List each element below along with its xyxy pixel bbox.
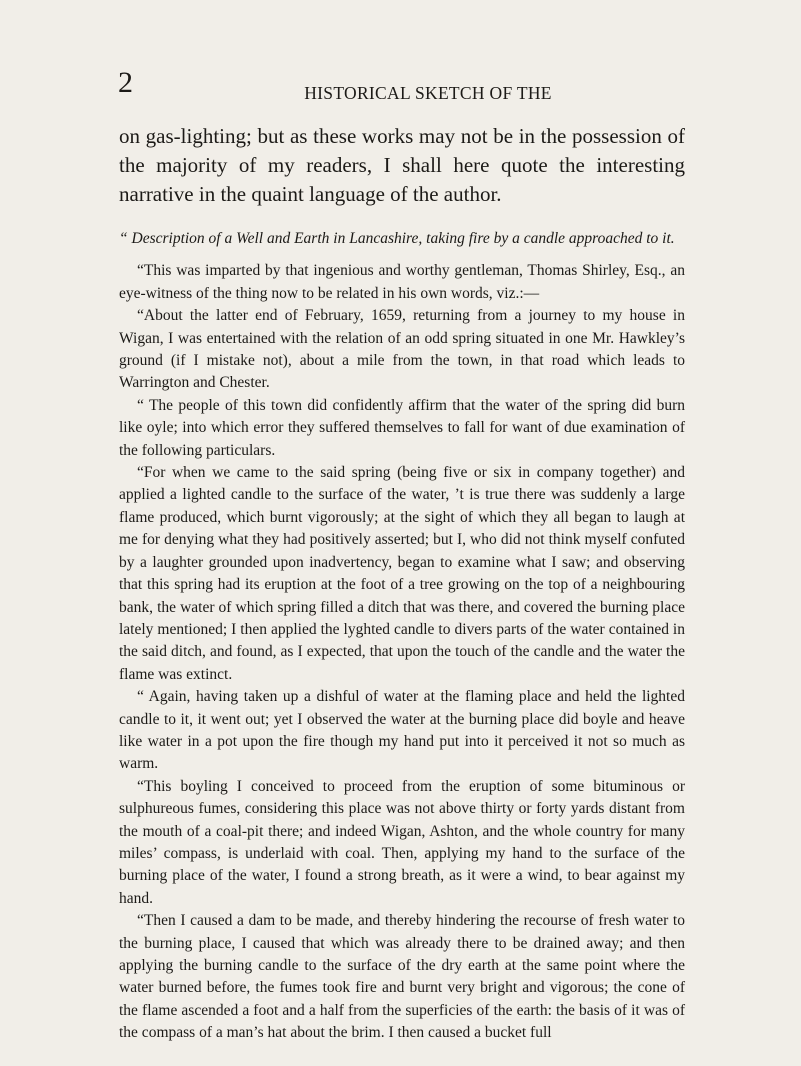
quote-paragraph: “Then I caused a dam to be made, and thereby hindering the recourse of fresh water to the burning place, I caused that which was already there to be drained away; and then applying the burning candle to the surface of the dry earth at the same point where the water burned before, the fumes took fire and burnt very bright and vigorous; the cone of the flame ascended a foot and a half from the superficies of the earth: the basis of it was of the compass of a man’s hat about the brim. I then caused a bucket full xyxy=(119,912,685,1042)
quote-paragraph: “ The people of this town did confidently affirm that the water of the spring did burn like oyle; into which error they suffered themselves to fall for want of due examination of the following particulars. xyxy=(119,396,685,459)
quote-paragraph: “For when we came to the said spring (being five or six in company together) and applied a lighted candle to the surface of the water, ’t is true there was suddenly a large flame produced, which burnt vigorously; at the sight of which they all began to laugh at me for denying what they had positively asserted; but I, who did not think myself confuted by a laughter grounded upon inadvertency, began to examine what I saw; and observing that this spring had its eruption at the foot of a tree growing on the top of a neighbouring bank, the water of which spring filled a ditch that was there, and covered the burning place lately mentioned; I then applied the lyghted candle to divers parts of the water contained in the said ditch, and found, as I expected, that upon the touch of the candle and the water the flame was extinct. xyxy=(119,464,685,683)
quoted-narrative xyxy=(119,228,685,1045)
page-number: 2 xyxy=(118,66,133,99)
quote-paragraph: “About the latter end of February, 1659, returning from a journey to my house in Wigan, I was entertained with the relation of an odd spring situated in one Mr. Hawkley’s ground (if I mistake not), about a mile from the town, in that road which leads to Warrington and Chester. xyxy=(119,307,685,392)
quote-paragraph: “This boyling I conceived to proceed from the eruption of some bituminous or sulphureous fumes, considering this place was not above thirty or forty yards distant from the mouth of a coal-pit there; and indeed Wigan, Ashton, and the whole country for many miles’ compass, is underlaid with coal. Then, applying my hand to the surface of the burning place of the water, I found a strong breath, as it were a wind, to bear against my hand. xyxy=(119,777,685,907)
quote-paragraph: “ Again, having taken up a dishful of water at the flaming place and held the lighted candle to it, it went out; yet I observed the water at the burning place did boyle and heave like water in a pot upon the fire though my hand put into it perceived it not so much as warm. xyxy=(119,688,685,773)
intro-paragraph: on gas-lighting; but as these works may not be in the possession of the majority of my readers, I shall here quote the interesting narrative in the quaint language of the author. xyxy=(119,124,685,206)
quote-paragraph: “This was imparted by that ingenious and worthy gentleman, Thomas Shirley, Esq., an eye-witness of the thing now to be related in his own words, viz.:— xyxy=(119,262,685,302)
running-head: HISTORICAL SKETCH OF THE xyxy=(304,83,552,103)
quote-heading: “ Description of a Well and Earth in Lancashire, taking fire by a candle approached to it. xyxy=(119,230,675,247)
